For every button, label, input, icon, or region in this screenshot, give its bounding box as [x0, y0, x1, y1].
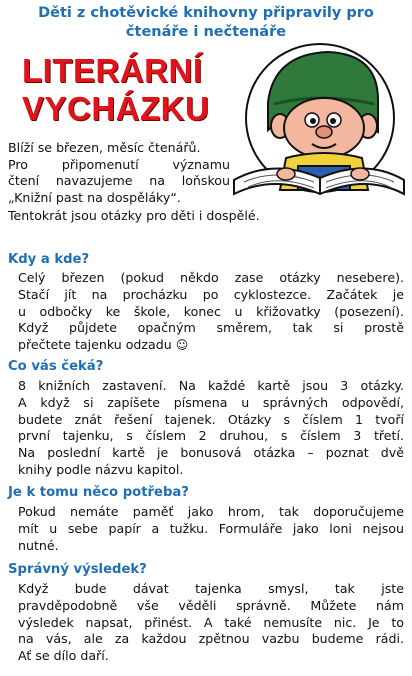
- body-line: Stačí jít na procházku po cyklostezce. Začátek je: [18, 286, 404, 302]
- body-line: pravděpodobně vše věděli správně. Můžete nám: [18, 597, 404, 613]
- section-heading-what-awaits: Co vás čeká?: [8, 359, 104, 374]
- intro-line: Tentokrát jsou otázky pro děti i dospělé.: [8, 208, 260, 223]
- body-line: 8 knižních zastavení. Na každé kartě jsou 3 otázky.: [18, 378, 404, 393]
- title-line-1: LITERÁRNÍ: [22, 52, 203, 89]
- body-line: Když půjdete opačným směrem, tak si prostě: [18, 320, 404, 336]
- body-line: na vás, ale za každou zpětnou vazbu budeme rádi.: [18, 631, 404, 647]
- body-line: Pokud nemáte paměť jako hrom, tak doporučujeme: [18, 504, 404, 519]
- intro-text: [8, 140, 308, 206]
- intro-line: „Knižní past na dospěláky“.: [8, 189, 181, 205]
- body-text: přečtete tajenku odzadu: [18, 337, 172, 353]
- body-line: výsledek napsat, přinést. A také nemusíte nic. Je to: [18, 614, 404, 630]
- intro-line: Blíží se březen, měsíc čtenářů.: [8, 140, 201, 155]
- title-line-2: VYCHÁZKU: [22, 90, 210, 127]
- header: [0, 4, 412, 42]
- smiley-icon: ☺: [175, 338, 189, 353]
- body-line: nutné.: [18, 537, 59, 553]
- body-line: budete znát řešení tajenek. Otázky s číslem 1 tvoří: [18, 411, 404, 427]
- body-line: Ať se dílo daří.: [18, 648, 109, 664]
- section-body-requirements: [18, 504, 404, 554]
- section-heading-requirements: Je k tomu něco potřeba?: [8, 485, 189, 500]
- body-line: první tajenku, s číslem 2 druhou, s číslem 3 třetí.: [18, 428, 404, 444]
- body-line: mít u sebe papír a tužku. Formuláře jako loni nejsou: [18, 520, 404, 536]
- section-heading-correct-result: Správný výsledek?: [8, 562, 147, 577]
- body-line: knihy podle názvu kapitol.: [18, 461, 184, 477]
- intro-line: Pro připomenutí významu: [8, 156, 230, 172]
- section-body-when-where: [18, 270, 404, 354]
- body-line: Na poslední kartě je bonusová otázka – poznat dvě: [18, 445, 404, 461]
- body-line: u odbočky ke škole, konec u křižovatky (posezení).: [18, 303, 404, 319]
- header-line-1: Děti z chotěvické knihovny připravily pro: [38, 5, 374, 21]
- section-body-correct-result: [18, 581, 404, 665]
- body-line: Celý březen (pokud někdo zase otázky nesebere).: [18, 270, 404, 285]
- body-line: A když si zapíšete písmena u správných odpovědí,: [18, 394, 404, 410]
- intro-line: čtení navazujeme na loňskou: [8, 173, 230, 188]
- header-line-2: čtenáře i nečtenáře: [125, 24, 287, 40]
- section-heading-when-where: Kdy a kde?: [8, 252, 90, 267]
- section-body-what-awaits: [18, 378, 404, 479]
- body-line: Když bude dávat tajenka smysl, tak jste: [18, 581, 404, 596]
- body-line: [18, 337, 404, 354]
